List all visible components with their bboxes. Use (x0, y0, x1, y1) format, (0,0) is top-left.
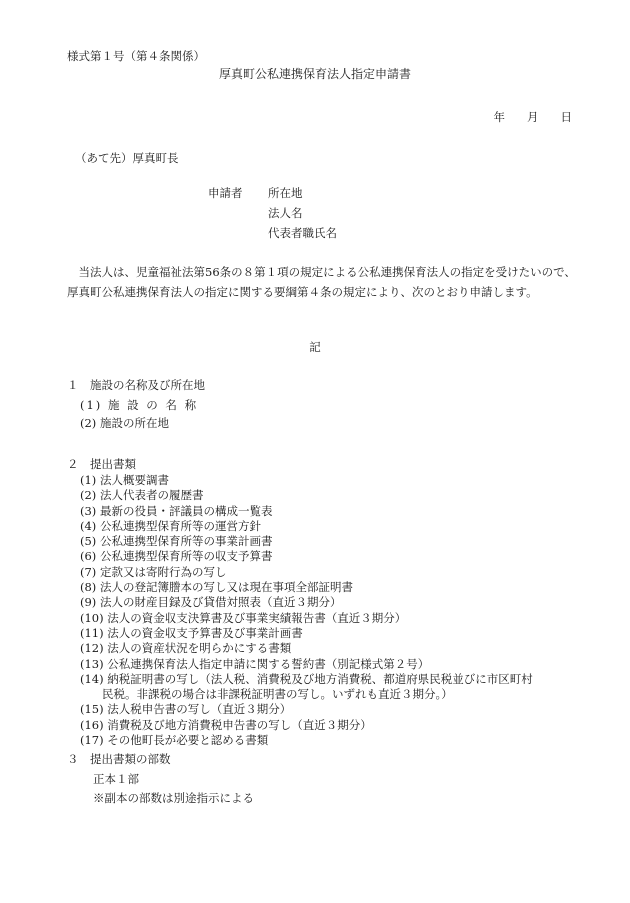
document-list-item: (12) 法人の資産状況を明らかにする書類 (80, 641, 292, 656)
addressee: （あて先）厚真町長 (75, 151, 179, 165)
section-1-item: (2) 施設の所在地 (80, 416, 169, 430)
application-body-text: 当法人は、児童福祉法第56条の８第１項の規定による公私連携保育法人の指定を受けたいので、厚真町公私連携保育法人の指定に関する要綱第４条の規定により、次のとおり申請します。 (67, 265, 576, 299)
document-list (80, 473, 533, 748)
applicant-field-address: 所在地 (268, 186, 303, 200)
applicant-field-representative: 代表者職氏名 (268, 226, 337, 240)
section-1-item: (1) 施 設 の 名 称 (80, 398, 199, 412)
date-year: 年 (493, 110, 505, 124)
ki-heading: 記 (309, 340, 321, 354)
document-list-item: (5) 公私連携型保育所等の事業計画書 (80, 534, 273, 549)
document-list-item: (15) 法人税申告書の写し（直近３期分） (80, 702, 292, 717)
document-list-item: (6) 公私連携型保育所等の収支予算書 (80, 549, 273, 564)
document-list-item: (7) 定款又は寄附行為の写し (80, 564, 227, 579)
document-list-item: (10) 法人の資金収支決算書及び事業実績報告書（直近３期分） (80, 610, 407, 625)
document-list-item: (14) 納税証明書の写し（法人税、消費税及び地方消費税、都道府県民税並びに市区町村 (80, 671, 533, 686)
applicant-fields (268, 186, 337, 246)
date-line (472, 110, 573, 125)
applicant-field-corporation-name: 法人名 (268, 206, 303, 220)
document-list-item: (3) 最新の役員・評議員の構成一覧表 (80, 503, 273, 518)
document-list-item: (16) 消費税及び地方消費税申告書の写し（直近３期分） (80, 717, 372, 732)
date-day: 日 (560, 110, 572, 124)
document-list-item: (11) 法人の資金収支予算書及び事業計画書 (80, 625, 303, 640)
document-list-item: (17) その他町長が必要と認める書類 (80, 733, 269, 748)
date-month: 月 (527, 110, 539, 124)
document-list-item: (2) 法人代表者の履歴書 (80, 488, 204, 503)
document-list-item-continuation: 民税。非課税の場合は非課税証明書の写し。いずれも直近３期分。） (102, 687, 453, 702)
section-3-copy-note: ※副本の部数は別途指示による (93, 791, 254, 805)
document-list-item: (9) 法人の財産目録及び貸借対照表（直近３期分） (80, 595, 342, 610)
document-list-item: (8) 法人の登記簿謄本の写し又は現在事項全部証明書 (80, 580, 353, 595)
section-2-heading: ２ 提出書類 (67, 457, 136, 471)
section-3-original-count: 正本１部 (93, 772, 139, 786)
document-list-item: (4) 公私連携型保育所等の運営方針 (80, 518, 261, 533)
section-3-heading: ３ 提出書類の部数 (67, 752, 171, 766)
applicant-label: 申請者 (208, 186, 243, 200)
document-title: 厚真町公私連携保育法人指定申請書 (218, 67, 411, 81)
document-list-item: (1) 法人概要調書 (80, 473, 169, 487)
form-number: 様式第１号（第４条関係） (67, 49, 205, 63)
section-1-heading: １ 施設の名称及び所在地 (67, 378, 205, 392)
document-list-item: (13) 公私連携保育法人指定申請に関する誓約書（別記様式第２号） (80, 656, 430, 671)
